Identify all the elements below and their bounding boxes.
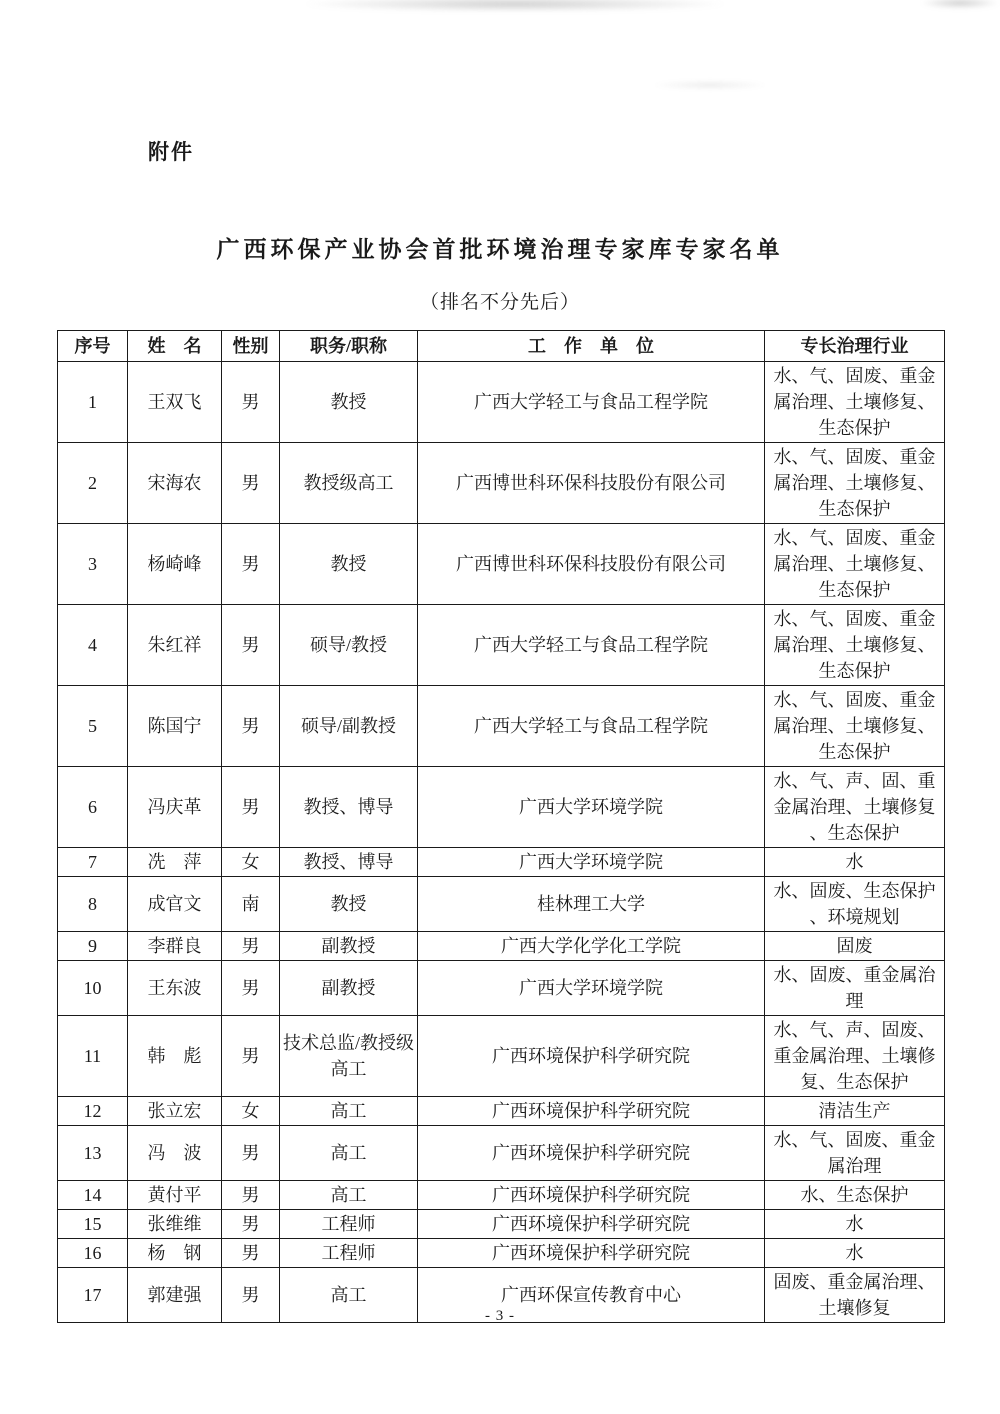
table-row <box>58 877 945 932</box>
table-row <box>58 605 945 686</box>
cell-title: 教授、博导 <box>280 848 418 877</box>
page-number: - 3 - <box>485 1308 515 1324</box>
cell-specialty: 水 <box>765 848 945 877</box>
cell-specialty: 水 <box>765 1210 945 1239</box>
cell-name: 张维维 <box>128 1210 222 1239</box>
cell-gender: 男 <box>222 605 280 686</box>
cell-unit: 广西博世科环保科技股份有限公司 <box>418 524 765 605</box>
cell-no: 14 <box>58 1181 128 1210</box>
cell-specialty: 固废、重金属治理、土壤修复 <box>765 1268 945 1323</box>
cell-unit: 广西环境保护科学研究院 <box>418 1097 765 1126</box>
cell-gender: 男 <box>222 1016 280 1097</box>
cell-name: 冯庆革 <box>128 767 222 848</box>
cell-name: 杨 钢 <box>128 1239 222 1268</box>
cell-no: 3 <box>58 524 128 605</box>
table-row <box>58 848 945 877</box>
cell-specialty: 水、气、声、固废、重金属治理、土壤修复、生态保护 <box>765 1016 945 1097</box>
table-row <box>58 1181 945 1210</box>
cell-name: 王双飞 <box>128 362 222 443</box>
header-title: 职务/职称 <box>280 331 418 362</box>
cell-name: 冯 波 <box>128 1126 222 1181</box>
header-gender: 性别 <box>222 331 280 362</box>
header-name: 姓 名 <box>128 331 222 362</box>
cell-title: 技术总监/教授级高工 <box>280 1016 418 1097</box>
table-row <box>58 362 945 443</box>
cell-no: 6 <box>58 767 128 848</box>
cell-specialty: 水 <box>765 1239 945 1268</box>
cell-gender: 男 <box>222 443 280 524</box>
experts-table <box>57 330 945 1323</box>
cell-unit: 广西大学环境学院 <box>418 961 765 1016</box>
attachment-label: 附件 <box>148 141 194 164</box>
cell-title: 教授、博导 <box>280 767 418 848</box>
cell-name: 张立宏 <box>128 1097 222 1126</box>
scan-smudge <box>300 0 730 12</box>
cell-no: 4 <box>58 605 128 686</box>
cell-unit: 广西环境保护科学研究院 <box>418 1016 765 1097</box>
cell-gender: 女 <box>222 1097 280 1126</box>
cell-gender: 男 <box>222 1210 280 1239</box>
cell-title: 教授 <box>280 877 418 932</box>
table-row <box>58 1016 945 1097</box>
cell-specialty: 水、生态保护 <box>765 1181 945 1210</box>
cell-title: 教授 <box>280 362 418 443</box>
cell-unit: 广西环保宣传教育中心 <box>418 1268 765 1323</box>
cell-name: 李群良 <box>128 932 222 961</box>
cell-title: 副教授 <box>280 961 418 1016</box>
cell-title: 教授 <box>280 524 418 605</box>
cell-unit: 广西环境保护科学研究院 <box>418 1181 765 1210</box>
cell-title: 副教授 <box>280 932 418 961</box>
table-row <box>58 961 945 1016</box>
cell-unit: 广西大学环境学院 <box>418 767 765 848</box>
cell-unit: 广西博世科环保科技股份有限公司 <box>418 443 765 524</box>
cell-gender: 男 <box>222 767 280 848</box>
cell-title: 工程师 <box>280 1210 418 1239</box>
table-row <box>58 686 945 767</box>
cell-specialty: 水、气、固废、重金属治理 <box>765 1126 945 1181</box>
cell-no: 2 <box>58 443 128 524</box>
cell-specialty: 水、气、固废、重金属治理、土壤修复、生态保护 <box>765 686 945 767</box>
cell-gender: 男 <box>222 961 280 1016</box>
cell-unit: 广西环境保护科学研究院 <box>418 1210 765 1239</box>
cell-unit: 广西大学轻工与食品工程学院 <box>418 605 765 686</box>
cell-title: 高工 <box>280 1126 418 1181</box>
cell-no: 10 <box>58 961 128 1016</box>
cell-title: 工程师 <box>280 1239 418 1268</box>
cell-no: 12 <box>58 1097 128 1126</box>
cell-no: 7 <box>58 848 128 877</box>
header-unit: 工 作 单 位 <box>418 331 765 362</box>
cell-title: 高工 <box>280 1181 418 1210</box>
table-header-row <box>58 331 945 362</box>
cell-no: 13 <box>58 1126 128 1181</box>
cell-gender: 男 <box>222 1239 280 1268</box>
table-row <box>58 932 945 961</box>
cell-name: 杨崎峰 <box>128 524 222 605</box>
cell-no: 17 <box>58 1268 128 1323</box>
cell-unit: 广西环境保护科学研究院 <box>418 1239 765 1268</box>
cell-unit: 广西大学轻工与食品工程学院 <box>418 362 765 443</box>
cell-gender: 女 <box>222 848 280 877</box>
scan-smudge <box>920 0 1000 9</box>
cell-no: 16 <box>58 1239 128 1268</box>
table-row <box>58 767 945 848</box>
cell-no: 1 <box>58 362 128 443</box>
cell-unit: 广西大学轻工与食品工程学院 <box>418 686 765 767</box>
cell-specialty: 清洁生产 <box>765 1097 945 1126</box>
table-row <box>58 1210 945 1239</box>
cell-specialty: 水、固废、重金属治理 <box>765 961 945 1016</box>
cell-no: 8 <box>58 877 128 932</box>
cell-gender: 男 <box>222 362 280 443</box>
cell-specialty: 水、气、固废、重金属治理、土壤修复、生态保护 <box>765 362 945 443</box>
cell-name: 成官文 <box>128 877 222 932</box>
cell-gender: 男 <box>222 932 280 961</box>
cell-specialty: 固废 <box>765 932 945 961</box>
cell-name: 陈国宁 <box>128 686 222 767</box>
scan-smudge <box>650 80 770 90</box>
table-row <box>58 1097 945 1126</box>
cell-gender: 男 <box>222 1268 280 1323</box>
cell-no: 11 <box>58 1016 128 1097</box>
cell-title: 教授级高工 <box>280 443 418 524</box>
table-row <box>58 1239 945 1268</box>
cell-unit: 广西大学环境学院 <box>418 848 765 877</box>
cell-no: 9 <box>58 932 128 961</box>
cell-unit: 广西大学化学化工学院 <box>418 932 765 961</box>
cell-gender: 男 <box>222 1126 280 1181</box>
cell-title: 高工 <box>280 1268 418 1323</box>
cell-specialty: 水、气、声、固、重金属治理、土壤修复、生态保护 <box>765 767 945 848</box>
table-row <box>58 524 945 605</box>
cell-name: 郭建强 <box>128 1268 222 1323</box>
table-row <box>58 1126 945 1181</box>
cell-name: 黄付平 <box>128 1181 222 1210</box>
header-no: 序号 <box>58 331 128 362</box>
cell-no: 15 <box>58 1210 128 1239</box>
cell-title: 高工 <box>280 1097 418 1126</box>
cell-title: 硕导/副教授 <box>280 686 418 767</box>
cell-specialty: 水、气、固废、重金属治理、土壤修复、生态保护 <box>765 605 945 686</box>
page-subtitle: （排名不分先后） <box>419 292 580 313</box>
cell-gender: 南 <box>222 877 280 932</box>
cell-name: 冼 萍 <box>128 848 222 877</box>
header-specialty: 专长治理行业 <box>765 331 945 362</box>
cell-no: 5 <box>58 686 128 767</box>
cell-name: 王东波 <box>128 961 222 1016</box>
cell-name: 宋海农 <box>128 443 222 524</box>
table-row <box>58 443 945 524</box>
page-title: 广西环保产业协会首批环境治理专家库专家名单 <box>216 236 784 262</box>
cell-gender: 男 <box>222 524 280 605</box>
cell-unit: 广西环境保护科学研究院 <box>418 1126 765 1181</box>
cell-title: 硕导/教授 <box>280 605 418 686</box>
cell-unit: 桂林理工大学 <box>418 877 765 932</box>
cell-name: 朱红祥 <box>128 605 222 686</box>
cell-gender: 男 <box>222 686 280 767</box>
cell-name: 韩 彪 <box>128 1016 222 1097</box>
cell-specialty: 水、固废、生态保护、环境规划 <box>765 877 945 932</box>
cell-gender: 男 <box>222 1181 280 1210</box>
cell-specialty: 水、气、固废、重金属治理、土壤修复、生态保护 <box>765 443 945 524</box>
cell-specialty: 水、气、固废、重金属治理、土壤修复、生态保护 <box>765 524 945 605</box>
